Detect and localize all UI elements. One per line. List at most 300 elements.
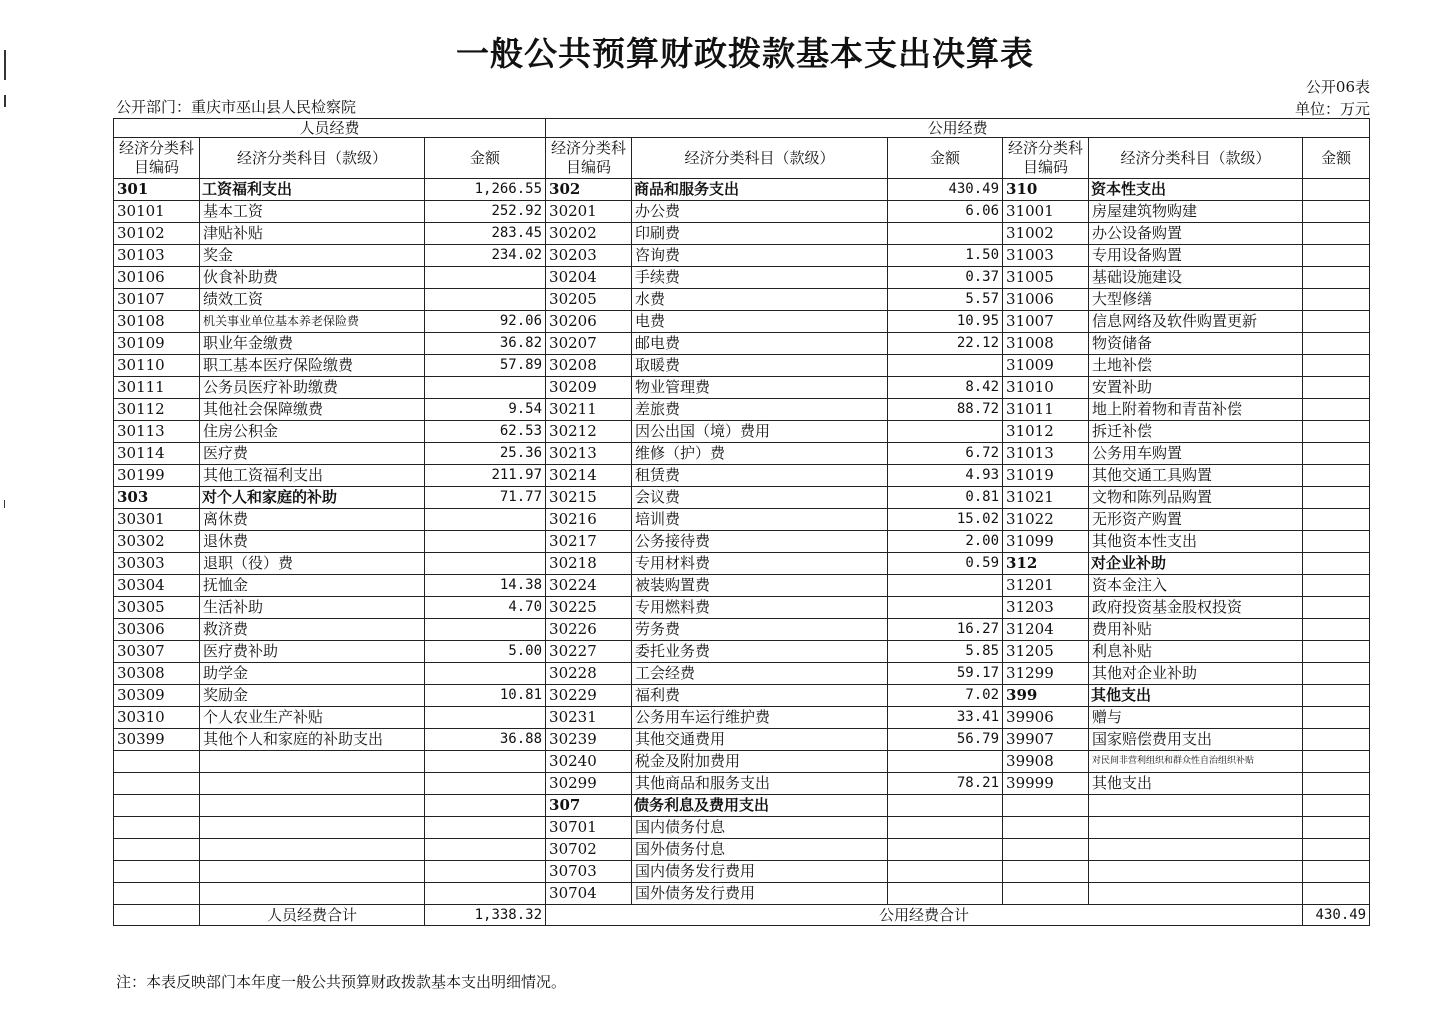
column-header-name: 经济分类科目（款级）	[1089, 138, 1303, 179]
capital-name-cell: 其他支出	[1089, 685, 1303, 707]
capital-amount-cell	[1303, 619, 1370, 641]
capital-code-cell: 31013	[1003, 443, 1089, 465]
capital-name-cell: 资本性支出	[1089, 179, 1303, 201]
capital-name-cell: 信息网络及软件购置更新	[1089, 311, 1303, 333]
table-row	[114, 685, 1370, 707]
capital-name-cell: 费用补贴	[1089, 619, 1303, 641]
capital-name-cell: 拆迁补偿	[1089, 421, 1303, 443]
goods-name-cell: 电费	[632, 311, 888, 333]
personnel-amount-cell	[425, 663, 546, 685]
personnel-name-cell	[200, 795, 425, 817]
capital-amount-cell	[1303, 201, 1370, 223]
department-label: 公开部门：重庆市巫山县人民检察院	[116, 98, 357, 116]
personnel-amount-cell	[425, 861, 546, 883]
personnel-code-cell: 30102	[114, 223, 200, 245]
personnel-code-cell: 30114	[114, 443, 200, 465]
capital-code-cell: 31012	[1003, 421, 1089, 443]
goods-name-cell: 手续费	[632, 267, 888, 289]
goods-name-cell: 邮电费	[632, 333, 888, 355]
table-row	[114, 751, 1370, 773]
personnel-name-cell	[200, 751, 425, 773]
capital-code-cell: 31201	[1003, 575, 1089, 597]
goods-code-cell: 30202	[546, 223, 632, 245]
personnel-code-cell: 30112	[114, 399, 200, 421]
goods-amount-cell: 0.81	[888, 487, 1003, 509]
capital-code-cell: 31002	[1003, 223, 1089, 245]
capital-amount-cell	[1303, 773, 1370, 795]
personnel-amount-cell: 1,266.55	[425, 179, 546, 201]
personnel-name-cell: 伙食补助费	[200, 267, 425, 289]
capital-code-cell: 31204	[1003, 619, 1089, 641]
personnel-code-cell	[114, 817, 200, 839]
capital-name-cell: 政府投资基金股权投资	[1089, 597, 1303, 619]
table-row	[114, 597, 1370, 619]
capital-amount-cell	[1303, 817, 1370, 839]
personnel-code-cell: 30103	[114, 245, 200, 267]
capital-amount-cell	[1303, 531, 1370, 553]
goods-code-cell: 30299	[546, 773, 632, 795]
table-row	[114, 619, 1370, 641]
personnel-amount-cell: 10.81	[425, 685, 546, 707]
goods-amount-cell	[888, 839, 1003, 861]
column-header-amount: 金额	[888, 138, 1003, 179]
capital-name-cell: 办公设备购置	[1089, 223, 1303, 245]
personnel-amount-cell	[425, 553, 546, 575]
personnel-amount-cell: 234.02	[425, 245, 546, 267]
goods-code-cell: 30227	[546, 641, 632, 663]
goods-amount-cell: 6.72	[888, 443, 1003, 465]
table-row	[114, 795, 1370, 817]
table-row	[114, 575, 1370, 597]
personnel-amount-cell: 14.38	[425, 575, 546, 597]
capital-name-cell: 赠与	[1089, 707, 1303, 729]
goods-amount-cell: 59.17	[888, 663, 1003, 685]
goods-name-cell: 劳务费	[632, 619, 888, 641]
form-number: 公开06表	[1305, 78, 1370, 96]
personnel-amount-cell: 9.54	[425, 399, 546, 421]
table-row	[114, 245, 1370, 267]
goods-name-cell: 被装购置费	[632, 575, 888, 597]
goods-amount-cell: 8.42	[888, 377, 1003, 399]
personnel-amount-cell: 5.00	[425, 641, 546, 663]
capital-code-cell: 31021	[1003, 487, 1089, 509]
goods-code-cell: 30214	[546, 465, 632, 487]
capital-amount-cell	[1303, 597, 1370, 619]
personnel-name-cell: 其他社会保障缴费	[200, 399, 425, 421]
capital-code-cell: 31007	[1003, 311, 1089, 333]
capital-amount-cell	[1303, 267, 1370, 289]
personnel-amount-cell	[425, 817, 546, 839]
goods-name-cell: 培训费	[632, 509, 888, 531]
table-row	[114, 773, 1370, 795]
goods-code-cell: 30206	[546, 311, 632, 333]
capital-amount-cell	[1303, 575, 1370, 597]
personnel-code-cell: 301	[114, 179, 200, 201]
goods-amount-cell	[888, 795, 1003, 817]
page-title: 一般公共预算财政拨款基本支出决算表	[456, 34, 1034, 73]
goods-code-cell: 30212	[546, 421, 632, 443]
personnel-amount-cell	[425, 773, 546, 795]
capital-code-cell: 31203	[1003, 597, 1089, 619]
goods-name-cell: 咨询费	[632, 245, 888, 267]
capital-name-cell: 物资储备	[1089, 333, 1303, 355]
personnel-code-cell: 30399	[114, 729, 200, 751]
capital-name-cell	[1089, 839, 1303, 861]
goods-name-cell: 专用燃料费	[632, 597, 888, 619]
personnel-code-cell: 30199	[114, 465, 200, 487]
capital-name-cell: 对企业补助	[1089, 553, 1303, 575]
personnel-amount-cell: 4.70	[425, 597, 546, 619]
personnel-code-cell	[114, 883, 200, 905]
table-body	[114, 179, 1370, 905]
table-row	[114, 531, 1370, 553]
personnel-code-cell: 30113	[114, 421, 200, 443]
goods-name-cell: 债务利息及费用支出	[632, 795, 888, 817]
table-row	[114, 289, 1370, 311]
goods-name-cell: 水费	[632, 289, 888, 311]
table-row	[114, 179, 1370, 201]
capital-code-cell: 31005	[1003, 267, 1089, 289]
personnel-name-cell: 助学金	[200, 663, 425, 685]
table-row	[114, 443, 1370, 465]
capital-code-cell: 31001	[1003, 201, 1089, 223]
capital-amount-cell	[1303, 663, 1370, 685]
goods-amount-cell: 88.72	[888, 399, 1003, 421]
table-row	[114, 883, 1370, 905]
personnel-amount-cell: 211.97	[425, 465, 546, 487]
personnel-code-cell: 30302	[114, 531, 200, 553]
table-row	[114, 399, 1370, 421]
goods-amount-cell: 33.41	[888, 707, 1003, 729]
personnel-code-cell: 30304	[114, 575, 200, 597]
goods-code-cell: 30204	[546, 267, 632, 289]
goods-amount-cell: 56.79	[888, 729, 1003, 751]
goods-amount-cell	[888, 817, 1003, 839]
personnel-code-cell: 30108	[114, 311, 200, 333]
goods-code-cell: 30205	[546, 289, 632, 311]
personnel-amount-cell	[425, 531, 546, 553]
goods-amount-cell: 7.02	[888, 685, 1003, 707]
personnel-name-cell: 其他个人和家庭的补助支出	[200, 729, 425, 751]
goods-amount-cell: 5.85	[888, 641, 1003, 663]
goods-name-cell: 国内债务付息	[632, 817, 888, 839]
personnel-name-cell: 奖金	[200, 245, 425, 267]
capital-amount-cell	[1303, 641, 1370, 663]
personnel-name-cell: 个人农业生产补贴	[200, 707, 425, 729]
public-total-label: 公用经费合计	[546, 905, 1303, 926]
capital-amount-cell	[1303, 465, 1370, 487]
capital-name-cell	[1089, 795, 1303, 817]
capital-name-cell	[1089, 883, 1303, 905]
goods-name-cell: 专用材料费	[632, 553, 888, 575]
personnel-amount-cell	[425, 707, 546, 729]
personnel-code-cell: 30305	[114, 597, 200, 619]
personnel-amount-cell	[425, 377, 546, 399]
capital-amount-cell	[1303, 553, 1370, 575]
table-row	[114, 641, 1370, 663]
capital-amount-cell	[1303, 399, 1370, 421]
personnel-amount-cell: 283.45	[425, 223, 546, 245]
capital-code-cell: 31006	[1003, 289, 1089, 311]
table-row	[114, 355, 1370, 377]
capital-amount-cell	[1303, 751, 1370, 773]
goods-code-cell: 30228	[546, 663, 632, 685]
goods-code-cell: 30218	[546, 553, 632, 575]
personnel-code-cell: 30310	[114, 707, 200, 729]
personnel-amount-cell: 57.89	[425, 355, 546, 377]
capital-amount-cell	[1303, 245, 1370, 267]
capital-name-cell: 无形资产购置	[1089, 509, 1303, 531]
goods-amount-cell: 6.06	[888, 201, 1003, 223]
goods-code-cell: 30226	[546, 619, 632, 641]
personnel-amount-cell: 36.88	[425, 729, 546, 751]
personnel-name-cell	[200, 861, 425, 883]
goods-amount-cell: 22.12	[888, 333, 1003, 355]
personnel-amount-cell	[425, 619, 546, 641]
goods-name-cell: 因公出国（境）费用	[632, 421, 888, 443]
column-header-amount: 金额	[425, 138, 546, 179]
table-row	[114, 267, 1370, 289]
capital-name-cell: 安置补助	[1089, 377, 1303, 399]
column-header-code: 经济分类科目编码	[1003, 138, 1089, 179]
capital-code-cell: 39908	[1003, 751, 1089, 773]
goods-name-cell: 公务用车运行维护费	[632, 707, 888, 729]
capital-name-cell: 资本金注入	[1089, 575, 1303, 597]
table-row	[114, 707, 1370, 729]
goods-amount-cell: 78.21	[888, 773, 1003, 795]
capital-code-cell	[1003, 795, 1089, 817]
goods-code-cell: 30701	[546, 817, 632, 839]
personnel-name-cell: 离休费	[200, 509, 425, 531]
capital-amount-cell	[1303, 377, 1370, 399]
personnel-name-cell: 绩效工资	[200, 289, 425, 311]
capital-amount-cell	[1303, 421, 1370, 443]
table-row	[114, 487, 1370, 509]
goods-amount-cell: 430.49	[888, 179, 1003, 201]
goods-code-cell: 30207	[546, 333, 632, 355]
capital-amount-cell	[1303, 355, 1370, 377]
personnel-name-cell: 对个人和家庭的补助	[200, 487, 425, 509]
goods-amount-cell	[888, 861, 1003, 883]
personnel-amount-cell: 62.53	[425, 421, 546, 443]
goods-name-cell: 工会经费	[632, 663, 888, 685]
goods-amount-cell	[888, 421, 1003, 443]
personnel-code-cell: 303	[114, 487, 200, 509]
goods-name-cell: 福利费	[632, 685, 888, 707]
capital-name-cell: 对民间非营利组织和群众性自治组织补贴	[1089, 751, 1303, 773]
goods-code-cell: 30224	[546, 575, 632, 597]
personnel-name-cell: 退休费	[200, 531, 425, 553]
footnote: 注：本表反映部门本年度一般公共预算财政拨款基本支出明细情况。	[116, 973, 567, 991]
goods-name-cell: 会议费	[632, 487, 888, 509]
goods-name-cell: 国内债务发行费用	[632, 861, 888, 883]
goods-code-cell: 30209	[546, 377, 632, 399]
personnel-name-cell: 救济费	[200, 619, 425, 641]
public-total-value: 430.49	[1303, 905, 1370, 926]
goods-name-cell: 公务接待费	[632, 531, 888, 553]
table-row	[114, 377, 1370, 399]
section-public-header: 公用经费	[546, 119, 1370, 138]
personnel-amount-cell: 92.06	[425, 311, 546, 333]
personnel-code-cell	[114, 795, 200, 817]
column-header-name: 经济分类科目（款级）	[200, 138, 425, 179]
column-header-name: 经济分类科目（款级）	[632, 138, 888, 179]
capital-amount-cell	[1303, 487, 1370, 509]
capital-code-cell	[1003, 861, 1089, 883]
table-row	[114, 817, 1370, 839]
goods-name-cell: 差旅费	[632, 399, 888, 421]
capital-name-cell: 文物和陈列品购置	[1089, 487, 1303, 509]
table-row	[114, 223, 1370, 245]
goods-name-cell: 办公费	[632, 201, 888, 223]
goods-code-cell: 30240	[546, 751, 632, 773]
goods-code-cell: 302	[546, 179, 632, 201]
capital-amount-cell	[1303, 707, 1370, 729]
personnel-code-cell: 30306	[114, 619, 200, 641]
table-row	[114, 201, 1370, 223]
goods-amount-cell: 4.93	[888, 465, 1003, 487]
total-spacer	[114, 905, 200, 926]
capital-amount-cell	[1303, 311, 1370, 333]
capital-code-cell: 312	[1003, 553, 1089, 575]
table-row	[114, 663, 1370, 685]
goods-name-cell: 取暖费	[632, 355, 888, 377]
personnel-name-cell	[200, 817, 425, 839]
capital-amount-cell	[1303, 861, 1370, 883]
table-row	[114, 861, 1370, 883]
personnel-total-value: 1,338.32	[425, 905, 546, 926]
capital-name-cell: 其他交通工具购置	[1089, 465, 1303, 487]
personnel-amount-cell: 36.82	[425, 333, 546, 355]
goods-name-cell: 委托业务费	[632, 641, 888, 663]
capital-code-cell: 31011	[1003, 399, 1089, 421]
column-header-code: 经济分类科目编码	[114, 138, 200, 179]
goods-amount-cell: 0.37	[888, 267, 1003, 289]
column-header-code: 经济分类科目编码	[546, 138, 632, 179]
scan-edge-mark	[4, 95, 6, 107]
capital-code-cell: 31008	[1003, 333, 1089, 355]
personnel-name-cell	[200, 883, 425, 905]
personnel-amount-cell	[425, 509, 546, 531]
personnel-code-cell: 30107	[114, 289, 200, 311]
personnel-name-cell: 其他工资福利支出	[200, 465, 425, 487]
goods-amount-cell	[888, 575, 1003, 597]
goods-code-cell: 30213	[546, 443, 632, 465]
capital-code-cell: 39999	[1003, 773, 1089, 795]
capital-name-cell: 土地补偿	[1089, 355, 1303, 377]
personnel-name-cell: 抚恤金	[200, 575, 425, 597]
goods-amount-cell	[888, 751, 1003, 773]
table-row	[114, 509, 1370, 531]
capital-name-cell: 地上附着物和青苗补偿	[1089, 399, 1303, 421]
capital-name-cell: 其他资本性支出	[1089, 531, 1303, 553]
goods-amount-cell: 1.50	[888, 245, 1003, 267]
capital-name-cell: 专用设备购置	[1089, 245, 1303, 267]
personnel-total-label: 人员经费合计	[200, 905, 425, 926]
goods-name-cell: 其他商品和服务支出	[632, 773, 888, 795]
personnel-amount-cell	[425, 883, 546, 905]
unit-label: 单位：万元	[1294, 100, 1370, 118]
scan-edge-mark	[4, 500, 5, 508]
goods-amount-cell: 15.02	[888, 509, 1003, 531]
capital-amount-cell	[1303, 839, 1370, 861]
goods-name-cell: 国外债务发行费用	[632, 883, 888, 905]
personnel-name-cell: 机关事业单位基本养老保险费	[200, 311, 425, 333]
goods-code-cell: 30201	[546, 201, 632, 223]
table-row	[114, 729, 1370, 751]
capital-code-cell	[1003, 883, 1089, 905]
personnel-name-cell: 津贴补贴	[200, 223, 425, 245]
goods-code-cell: 30239	[546, 729, 632, 751]
personnel-name-cell	[200, 839, 425, 861]
capital-code-cell: 31009	[1003, 355, 1089, 377]
capital-amount-cell	[1303, 685, 1370, 707]
personnel-name-cell: 生活补助	[200, 597, 425, 619]
goods-code-cell: 30229	[546, 685, 632, 707]
budget-table	[113, 118, 1370, 926]
capital-code-cell: 31019	[1003, 465, 1089, 487]
capital-name-cell: 利息补贴	[1089, 641, 1303, 663]
goods-name-cell: 国外债务付息	[632, 839, 888, 861]
goods-name-cell: 租赁费	[632, 465, 888, 487]
capital-amount-cell	[1303, 333, 1370, 355]
goods-code-cell: 30215	[546, 487, 632, 509]
goods-name-cell: 其他交通费用	[632, 729, 888, 751]
personnel-code-cell: 30101	[114, 201, 200, 223]
goods-name-cell: 税金及附加费用	[632, 751, 888, 773]
personnel-name-cell: 奖励金	[200, 685, 425, 707]
table-row	[114, 465, 1370, 487]
personnel-name-cell: 职工基本医疗保险缴费	[200, 355, 425, 377]
personnel-amount-cell: 25.36	[425, 443, 546, 465]
capital-code-cell	[1003, 839, 1089, 861]
goods-name-cell: 印刷费	[632, 223, 888, 245]
column-header-amount: 金额	[1303, 138, 1370, 179]
personnel-name-cell: 住房公积金	[200, 421, 425, 443]
personnel-code-cell: 30106	[114, 267, 200, 289]
capital-name-cell: 大型修缮	[1089, 289, 1303, 311]
personnel-amount-cell	[425, 751, 546, 773]
capital-amount-cell	[1303, 289, 1370, 311]
personnel-code-cell	[114, 861, 200, 883]
goods-code-cell: 30217	[546, 531, 632, 553]
capital-amount-cell	[1303, 443, 1370, 465]
personnel-code-cell: 30309	[114, 685, 200, 707]
goods-amount-cell: 5.57	[888, 289, 1003, 311]
capital-code-cell: 399	[1003, 685, 1089, 707]
personnel-code-cell: 30109	[114, 333, 200, 355]
personnel-code-cell: 30111	[114, 377, 200, 399]
personnel-code-cell	[114, 773, 200, 795]
capital-amount-cell	[1303, 179, 1370, 201]
capital-code-cell: 31299	[1003, 663, 1089, 685]
capital-code-cell: 31010	[1003, 377, 1089, 399]
goods-code-cell: 30231	[546, 707, 632, 729]
capital-code-cell: 31022	[1003, 509, 1089, 531]
goods-name-cell: 商品和服务支出	[632, 179, 888, 201]
personnel-amount-cell: 71.77	[425, 487, 546, 509]
goods-amount-cell	[888, 355, 1003, 377]
goods-name-cell: 维修（护）费	[632, 443, 888, 465]
goods-code-cell: 30703	[546, 861, 632, 883]
personnel-amount-cell	[425, 839, 546, 861]
section-personnel-header: 人员经费	[114, 119, 546, 138]
goods-code-cell: 30216	[546, 509, 632, 531]
capital-amount-cell	[1303, 509, 1370, 531]
goods-code-cell: 30208	[546, 355, 632, 377]
goods-code-cell: 30225	[546, 597, 632, 619]
personnel-name-cell: 工资福利支出	[200, 179, 425, 201]
